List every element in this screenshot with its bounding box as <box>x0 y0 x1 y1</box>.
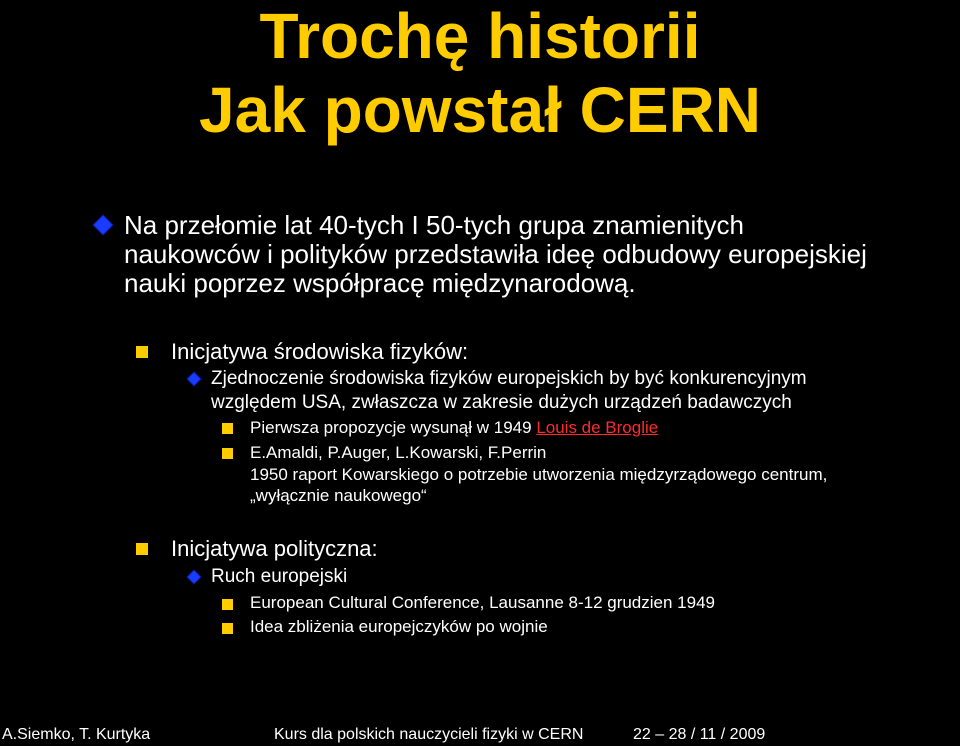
physicists-goal-line-2: względem USA, zwłaszcza w zakresie dużych urządzeń badawczych <box>211 392 792 413</box>
square-bullet-icon <box>136 346 148 358</box>
political-sub-item: Ruch europejski <box>211 566 348 587</box>
political-item-conference: European Cultural Conference, Lausanne 8-12 grudzien 1949 <box>250 593 715 612</box>
intro-line-2: naukowców i polityków przedstawiła ideę odbudowy europejskiej <box>124 239 867 269</box>
footer-dates: 22 – 28 / 11 / 2009 <box>633 726 766 743</box>
intro-line-3: nauki poprzez współpracę międzynarodową. <box>124 268 636 298</box>
footer-course: Kurs dla polskich nauczycieli fizyki w CERN <box>274 726 584 743</box>
political-heading: Inicjatywa polityczna: <box>171 536 378 561</box>
square-bullet-icon <box>222 423 233 434</box>
diamond-bullet-icon <box>186 371 202 387</box>
physicists-item-broglie-text: Pierwsza propozycje wysunął w 1949 <box>250 418 537 437</box>
square-bullet-icon <box>136 543 148 555</box>
physicists-item-names: E.Amaldi, P.Auger, L.Kowarski, F.Perrin <box>250 443 547 462</box>
slide-title-line-2: Jak powstał CERN <box>199 74 761 146</box>
louis-de-broglie-link[interactable]: Louis de Broglie <box>536 418 659 437</box>
square-bullet-icon <box>222 448 233 459</box>
physicists-item-report-line-1: 1950 raport Kowarskiego o potrzebie utworzenia międzyrządowego centrum, <box>250 465 828 484</box>
physicists-heading: Inicjatywa środowiska fizyków: <box>171 339 469 364</box>
physicists-goal-line-1: Zjednoczenie środowiska fizyków europejskich by być konkurencyjnym <box>211 368 807 389</box>
intro-line-1: Na przełomie lat 40-tych I 50-tych grupa znamienitych <box>124 210 744 240</box>
footer-authors: A.Siemko, T. Kurtyka <box>2 726 151 743</box>
political-item-idea: Idea zbliżenia europejczyków po wojnie <box>250 617 548 636</box>
diamond-bullet-icon <box>186 569 202 585</box>
slide-title-line-1: Trochę historii <box>259 0 701 72</box>
physicists-item-report-line-2: „wyłącznie naukowego“ <box>250 486 427 505</box>
square-bullet-icon <box>222 599 233 610</box>
square-bullet-icon <box>222 623 233 634</box>
diamond-bullet-icon <box>92 214 114 236</box>
physicists-item-broglie <box>250 417 658 438</box>
